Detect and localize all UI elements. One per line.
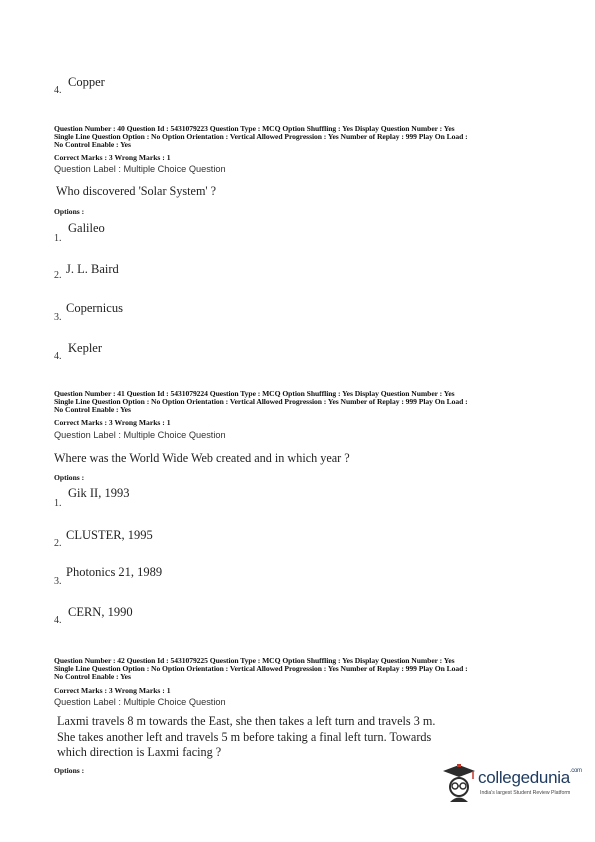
question-text-line: Laxmi travels 8 m towards the East, she then takes a left turn and travels 3 m.: [57, 714, 436, 728]
question-meta-line: Single Line Question Option : No Option Orientation : Vertical Allowed Progression : Yes Number of Replay : 999 Play On Load :: [54, 397, 468, 406]
option-number: 1.: [54, 233, 62, 244]
question-meta-line: Question Number : 41 Question Id : 5431079224 Question Type : MCQ Option Shuffling : Yes Display Question Number : Yes: [54, 389, 455, 398]
question-meta-line: Question Number : 40 Question Id : 5431079223 Question Type : MCQ Option Shuffling : Yes Display Question Number : Yes: [54, 124, 455, 133]
marks-line: Correct Marks : 3 Wrong Marks : 1: [54, 686, 171, 695]
question-text-line: She takes another left and travels 5 m before taking a final left turn. Towards: [57, 730, 432, 744]
option-number: 1.: [54, 498, 62, 509]
question-text-line: which direction is Laxmi facing ?: [57, 745, 222, 759]
option-number: 4.: [54, 351, 62, 362]
options-heading: Options :: [54, 473, 85, 482]
collegedunia-logo: [440, 762, 580, 808]
logo-tagline: India's largest Student Review Platform: [480, 790, 571, 796]
options-heading: Options :: [54, 207, 85, 216]
question-label: Question Label : Multiple Choice Question: [54, 164, 226, 174]
question-text: Where was the World Wide Web created and in which year ?: [54, 451, 350, 465]
option-number: 3.: [54, 576, 62, 587]
option-text: Galileo: [68, 221, 105, 235]
option-text: CERN, 1990: [68, 605, 133, 619]
question-meta-line: No Control Enable : Yes: [54, 140, 131, 149]
question-meta-line: Single Line Question Option : No Option Orientation : Vertical Allowed Progression : Yes Number of Replay : 999 Play On Load :: [54, 132, 468, 141]
graduate-mascot-icon: [440, 762, 478, 806]
option-text: Kepler: [68, 341, 103, 355]
question-label: Question Label : Multiple Choice Question: [54, 697, 226, 707]
logo-wordmark: collegedunia$^{.com}$: [478, 768, 582, 787]
question-text: Who discovered 'Solar System' ?: [56, 184, 217, 198]
question-meta-line: No Control Enable : Yes: [54, 405, 131, 414]
marks-line: Correct Marks : 3 Wrong Marks : 1: [54, 153, 171, 162]
option-number: 2.: [54, 270, 62, 281]
option-text: Copernicus: [66, 301, 123, 315]
marks-line: Correct Marks : 3 Wrong Marks : 1: [54, 418, 171, 427]
question-meta-line: Question Number : 42 Question Id : 5431079225 Question Type : MCQ Option Shuffling : Yes Display Question Number : Yes: [54, 656, 455, 665]
option-text: Photonics 21, 1989: [66, 565, 163, 579]
option-text: Copper: [68, 75, 105, 89]
question-meta-line: No Control Enable : Yes: [54, 672, 131, 681]
option-number: 4.: [54, 615, 62, 626]
option-number: 4.: [54, 85, 62, 96]
option-number: 2.: [54, 538, 62, 549]
question-meta-line: Single Line Question Option : No Option Orientation : Vertical Allowed Progression : Yes Number of Replay : 999 Play On Load :: [54, 664, 468, 673]
option-text: J. L. Baird: [66, 262, 119, 276]
option-text: CLUSTER, 1995: [66, 528, 153, 542]
option-text: Gik II, 1993: [68, 486, 130, 500]
question-label: Question Label : Multiple Choice Question: [54, 430, 226, 440]
option-number: 3.: [54, 312, 62, 323]
options-heading: Options :: [54, 766, 85, 775]
